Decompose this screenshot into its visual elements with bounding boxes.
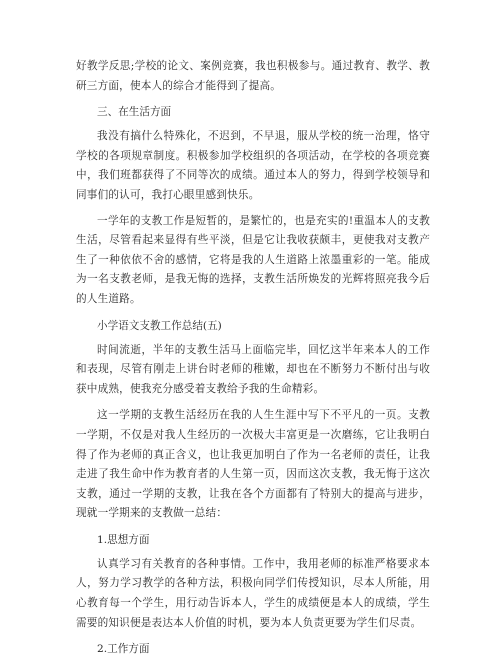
article-title-five: 小学语文支教工作总结(五) [97, 319, 222, 332]
paragraph-teaching-research: 好教学反思;学校的论文、案例竞赛，我也积极参与。通过教育、教学、教研三方面，使本人的综合才能得到了提高。 [76, 60, 430, 92]
paragraph-thought: 认真学习有关教育的各种事情。工作中，我用老师的标准严格要求本人，努力学习教学的各种方法，积极向同学们传授知识，尽本人所能，用心教育每一个学生，用行动告诉本人，学生的成绩便是本人的成绩，学生需要的知识便是表达本人价值的时机，要为本人负责更要为学生们尽责。 [76, 557, 430, 629]
paragraph-life-discipline: 我没有搞什么特殊化，不迟到，不早退，服从学校的统一治理，恪守学校的各项规章制度。积极参加学校组织的各项活动，在学校的各项竞赛中，我们班都获得了不同等次的成绩。通过本人的努力，得到学校领导和同事们的认可，我打心眼里感到快乐。 [76, 130, 430, 201]
section-heading-thought: 1.思想方面 [97, 533, 150, 546]
paragraph-half-year: 时间流逝，半年的支教生活马上面临完毕，回忆这半年来本人的工作和表现，尽管有刚走上讲台时老师的稚嫩，却也在不断努力不断付出与收获中成熟，使我充分感受着支教给予我的生命精彩。 [76, 343, 430, 395]
section-heading-work: 2.工作方面 [97, 643, 150, 656]
paragraph-semester-experience: 这一学期的支教生活经历在我的人生生涯中写下不平凡的一页。支教一学期，不仅是对我人生经历的一次极大丰富更是一次磨练，它让我明白得了作为老师的真正含义，也让我更加明白了作为一名老师的责任，让我走进了我生命中作为教育者的人生第一页，因而这次支教，我无悔于这次支教，通过一学期的支教，让我在各个方面都有了特别大的提高与进步，现就一学期来的支教做一总结： [76, 409, 430, 520]
section-heading-life: 三、在生活方面 [97, 106, 172, 119]
paragraph-year-summary: 一学年的支教工作是短暂的，是繁忙的，也是充实的!重温本人的支教生活，尽管看起来显得有些平淡，但是它让我收获颇丰，更使我对支教产生了一种依依不舍的感情，它将是我的人生道路上浓墨重彩的一笔。能成为一名支教老师，是我无悔的选择，支教生活所焕发的光辉将照亮我今后的人生道路。 [76, 214, 430, 305]
